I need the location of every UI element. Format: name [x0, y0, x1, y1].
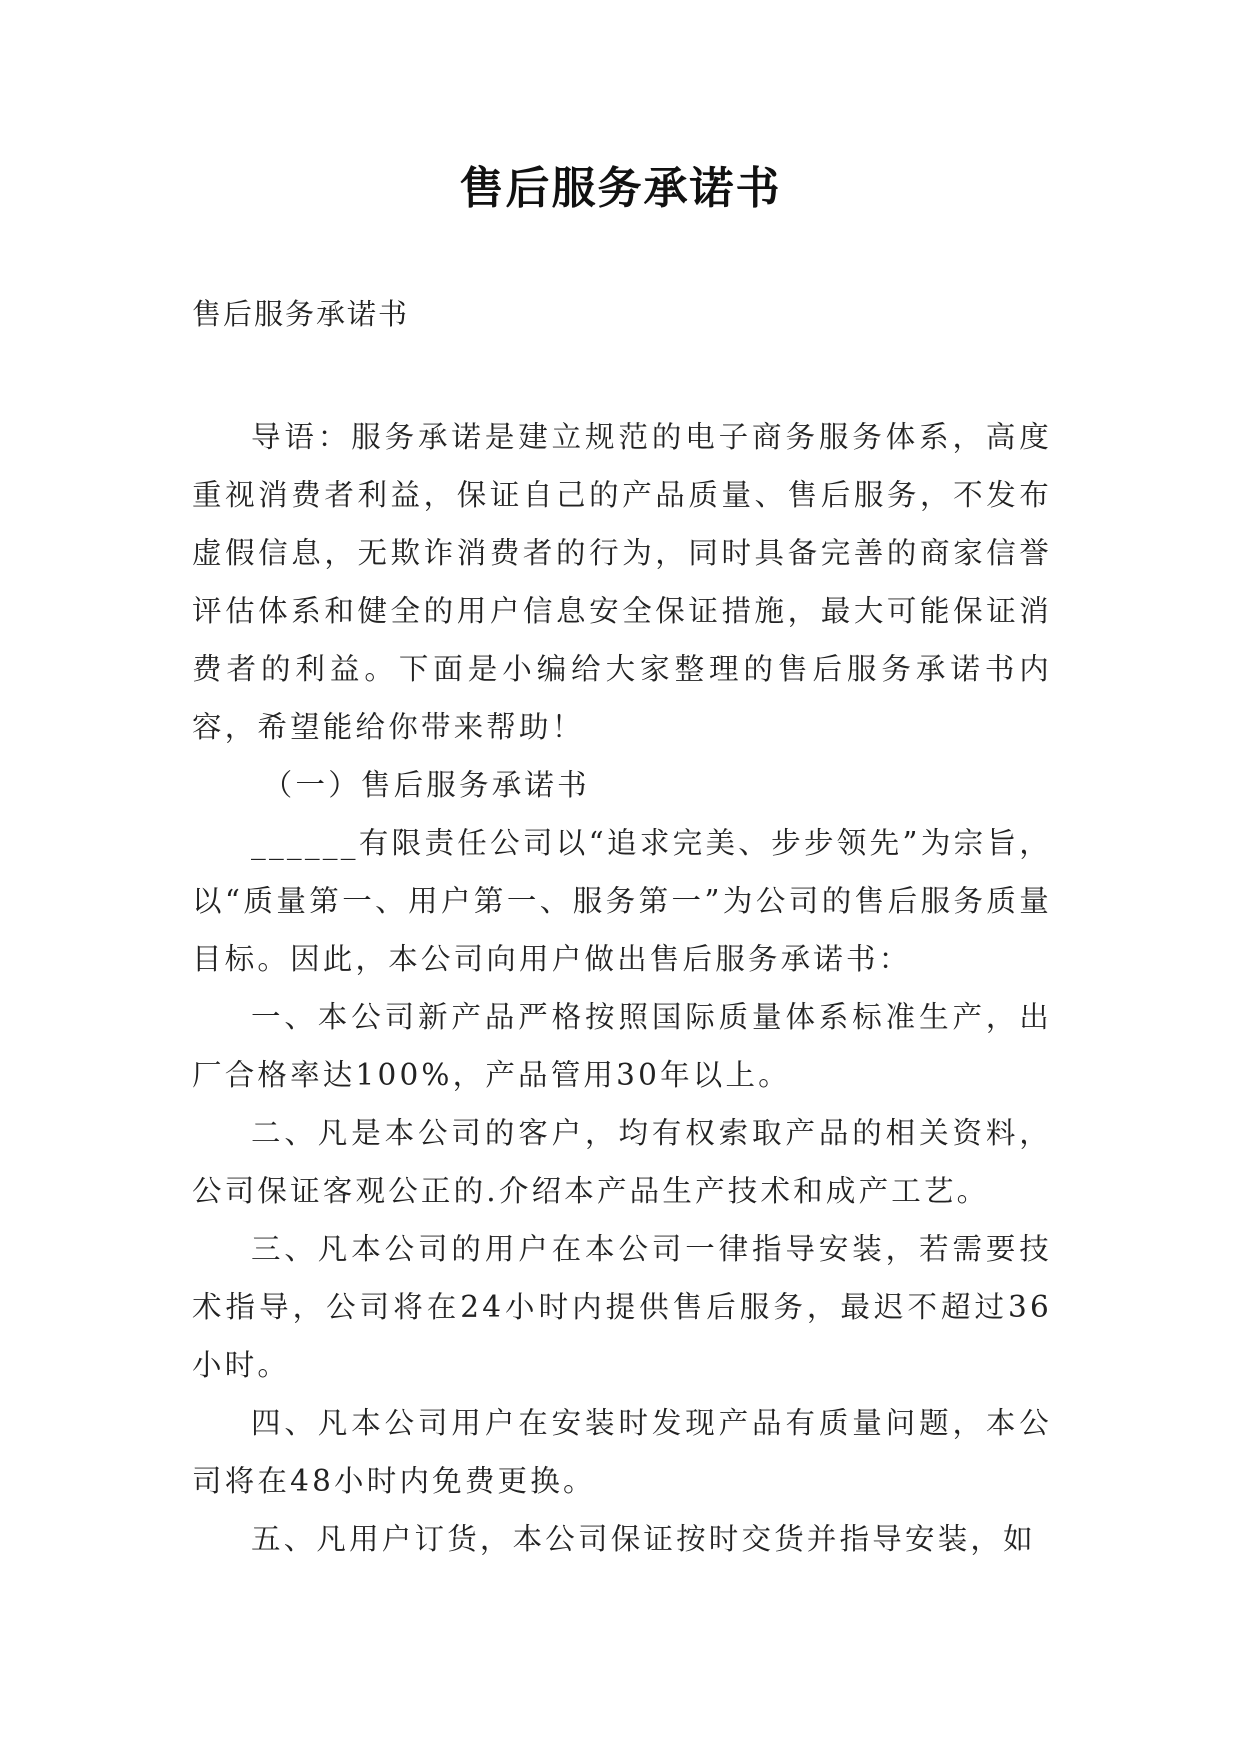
promise-item-2: 二、凡是本公司的客户，均有权索取产品的相关资料，公司保证客观公正的.介绍本产品生产技术和成产工艺。	[192, 1116, 1052, 1208]
intro-paragraph: 导语：服务承诺是建立规范的电子商务服务体系，高度重视消费者利益，保证自己的产品质量、售后服务，不发布虚假信息，无欺诈消费者的行为，同时具备完善的商家信誉评估体系和健全的用户信息安全保证措施，最大可能保证消费者的利益。下面是小编给大家整理的售后服务承诺书内容，希望能给你带来帮助！	[192, 420, 1052, 744]
company-statement-paragraph: ______有限责任公司以“追求完美、步步领先”为宗旨，以“质量第一、用户第一、服务第一”为公司的售后服务质量目标。因此，本公司向用户做出售后服务承诺书：	[192, 826, 1052, 976]
promise-item-1: 一、本公司新产品严格按照国际质量体系标准生产，出厂合格率达100%，产品管用30年以上。	[192, 1000, 1052, 1092]
document-body	[192, 408, 1052, 1568]
document-subtitle: 售后服务承诺书	[192, 297, 410, 331]
document-title: 售后服务承诺书	[459, 163, 782, 214]
promise-item-3: 三、凡本公司的用户在本公司一律指导安装，若需要技术指导，公司将在24小时内提供售后服务，最迟不超过36小时。	[192, 1232, 1052, 1382]
section-heading: （一）售后服务承诺书	[262, 768, 590, 802]
promise-item-4: 四、凡本公司用户在安装时发现产品有质量问题，本公司将在48小时内免费更换。	[192, 1406, 1052, 1498]
promise-item-5: 五、凡用户订货，本公司保证按时交货并指导安装，如	[251, 1522, 1036, 1556]
